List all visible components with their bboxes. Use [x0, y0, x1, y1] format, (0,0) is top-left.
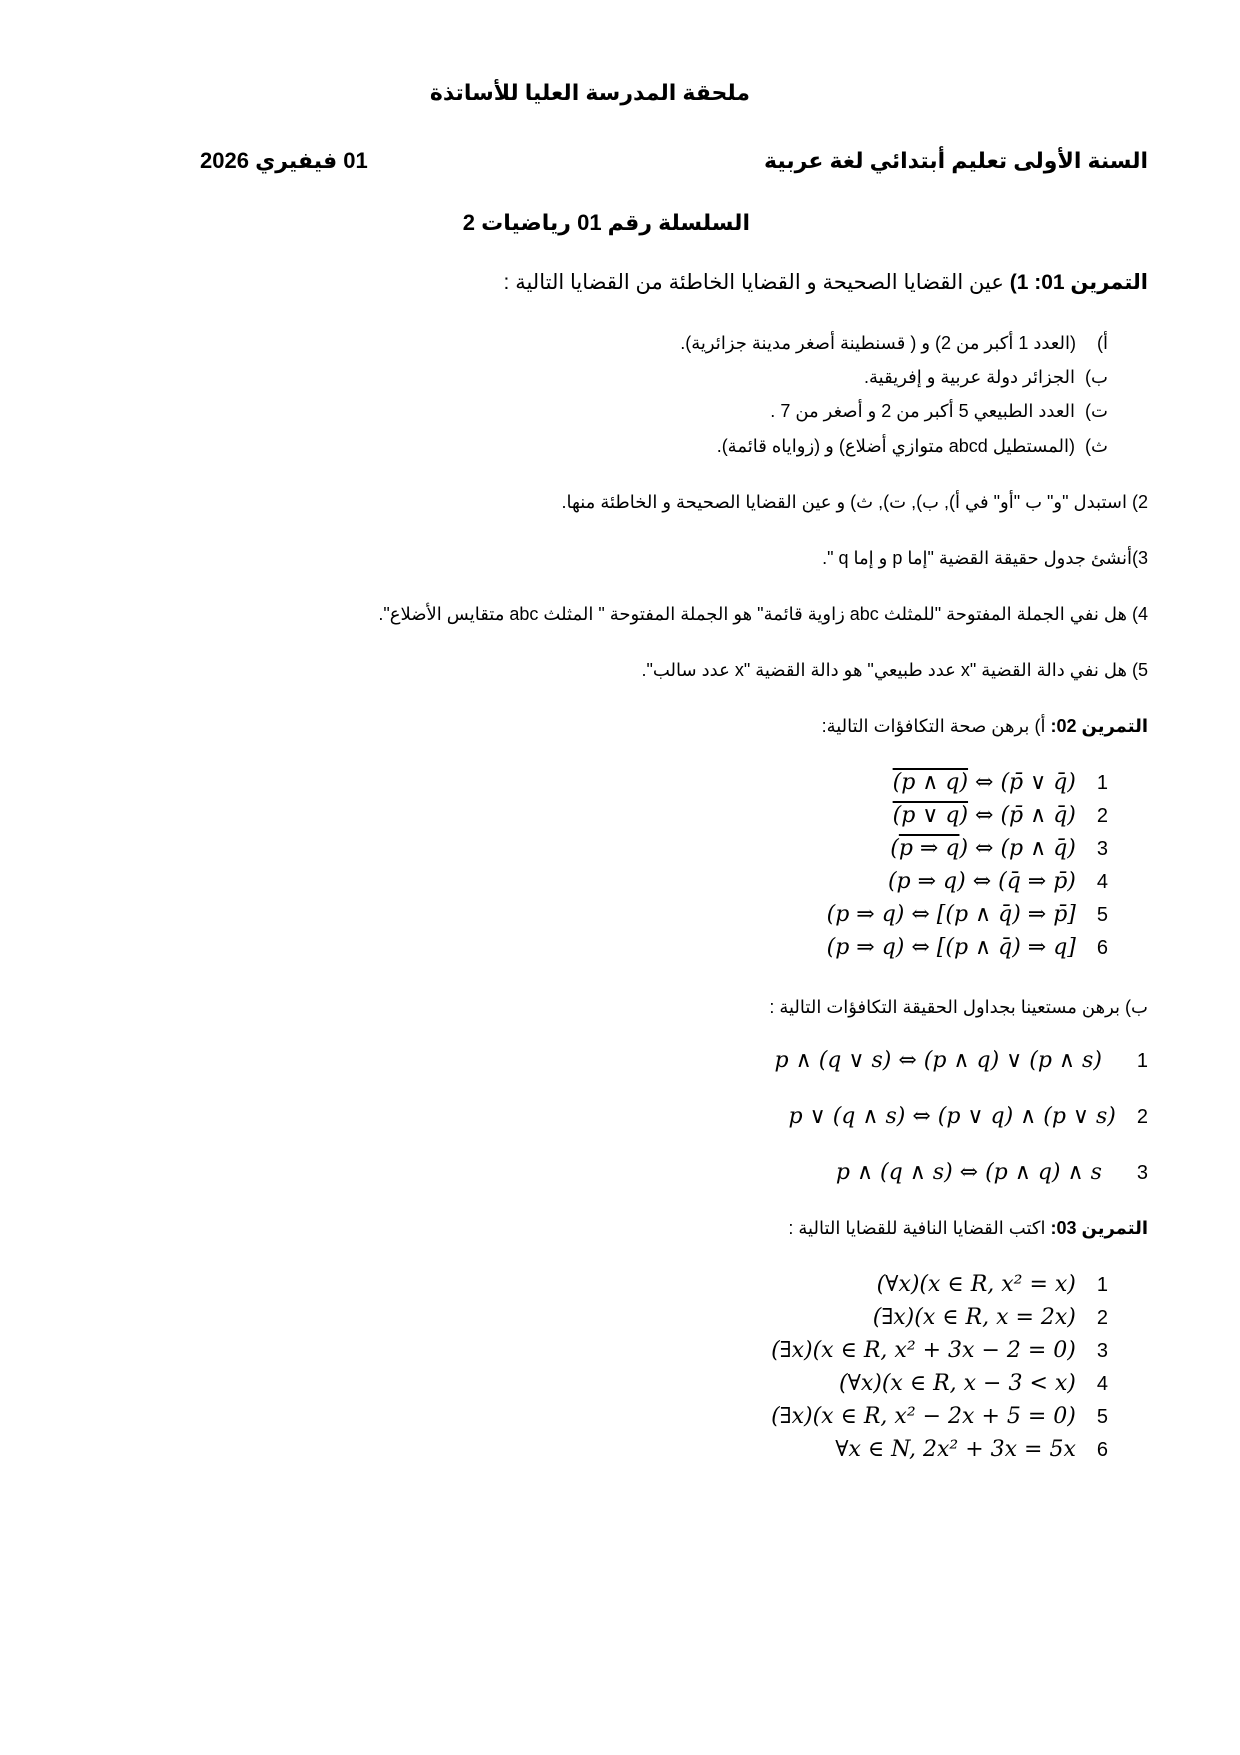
- series-title: السلسلة رقم 01 رياضيات 2: [462, 210, 750, 235]
- ex3-prompt: اكتب القضايا النافية للقضايا التالية :: [788, 1218, 1046, 1238]
- expr-rest: (p ⇒ q) ⇔ [(p ∧ q̄) ⇒ p̄]: [826, 902, 1076, 927]
- item-number: 5: [1096, 1406, 1108, 1428]
- ex1-item: [770, 401, 1108, 422]
- item-text: (المستطيل abcd متوازي أضلاع) و (زواياه قائمة).: [716, 436, 1076, 456]
- negation-item: [877, 1272, 1108, 1297]
- expr-rest: (p ⇒ q) ⇔ (q̄ ⇒ p̄): [887, 869, 1076, 894]
- truth-table-item: [836, 1160, 1148, 1185]
- item-number: 3: [1096, 838, 1108, 860]
- expr: p ∧ (q ∨ s) ⇔ (p ∧ q) ∨ (p ∧ s): [774, 1048, 1102, 1073]
- expr: (∃x)(x ∈ R, x² − 2x + 5 = 0): [771, 1404, 1076, 1429]
- item-number: 6: [1096, 937, 1108, 959]
- level-title: السنة الأولى تعليم أبتدائي لغة عربية: [764, 148, 1148, 173]
- expr: (∀x)(x ∈ R, x − 3 < x): [838, 1371, 1076, 1396]
- item-number: 6: [1096, 1439, 1108, 1461]
- item-text: العدد الطبيعي 5 أكبر من 2 و أصغر من 7 .: [770, 401, 1076, 421]
- item-number: 2: [1096, 805, 1108, 827]
- item-number: 2: [1096, 1307, 1108, 1329]
- item-number: 1: [1096, 1274, 1108, 1296]
- negated-expr: p ⇒ q: [898, 836, 960, 861]
- item-marker: ت): [1085, 401, 1108, 421]
- item-number: 3: [1096, 1340, 1108, 1362]
- ex1-heading: [504, 270, 1148, 295]
- ex1-q3: 3)أنشئ جدول حقيقة القضية "إما p و إما q ".: [822, 548, 1148, 568]
- expr-rest: (p ⇒ q) ⇔ [(p ∧ q̄) ⇒ q]: [826, 935, 1076, 960]
- truth-table-item: [789, 1104, 1148, 1129]
- negation-item: [771, 1338, 1108, 1363]
- item-number: 1: [1136, 1050, 1148, 1072]
- item-marker: ب): [1085, 367, 1108, 387]
- ex3-heading: [788, 1218, 1148, 1239]
- truth-table-item: [775, 1048, 1148, 1073]
- ex3-label: التمرين 03:: [1050, 1218, 1148, 1238]
- expr: p ∨ (q ∧ s) ⇔ (p ∨ q) ∧ (p ∨ s): [788, 1104, 1116, 1129]
- equivalence-item: [888, 869, 1108, 894]
- item-marker: أ): [1097, 333, 1108, 353]
- item-number: 4: [1096, 871, 1108, 893]
- negation-item: [771, 1404, 1108, 1429]
- expr-rest: ⇔ (p̄ ∧ q̄): [968, 803, 1076, 828]
- equivalence-item: [890, 836, 1108, 861]
- equivalence-item: [893, 770, 1108, 795]
- expr: ∀x ∈ N, 2x² + 3x = 5x: [835, 1437, 1076, 1462]
- expr-rest: ⇔ (p ∧ q̄): [968, 836, 1076, 861]
- negation-item: [839, 1371, 1108, 1396]
- ex1-item: [717, 436, 1108, 457]
- item-text: (العدد 1 أكبر من 2) و ( قسنطينة أصغر مدينة جزائرية).: [680, 333, 1076, 353]
- equivalence-item: [893, 803, 1108, 828]
- expr: p ∧ (q ∧ s) ⇔ (p ∧ q) ∧ s: [835, 1160, 1102, 1185]
- expr-pre: (: [890, 836, 899, 861]
- ex1-prompt: عين القضايا الصحيحة و القضايا الخاطئة من القضايا التالية :: [503, 271, 1004, 294]
- equivalence-item: [827, 935, 1108, 960]
- expr: (∃x)(x ∈ R, x = 2x): [872, 1305, 1076, 1330]
- item-number: 5: [1096, 904, 1108, 926]
- ex1-q5: 5) هل نفي دالة القضية "x عدد طبيعي" هو دالة القضية "x عدد سالب".: [641, 660, 1148, 680]
- equivalence-item: [827, 902, 1108, 927]
- ex1-label: التمرين 01: 1): [1009, 271, 1148, 294]
- item-number: 1: [1096, 772, 1108, 794]
- expr: (∀x)(x ∈ R, x² = x): [876, 1272, 1076, 1297]
- negation-item: [835, 1437, 1108, 1462]
- negated-expr: (p ∨ q): [892, 803, 969, 828]
- negation-item: [873, 1305, 1108, 1330]
- ex2-heading: [822, 716, 1148, 737]
- institution-title: ملحقة المدرسة العليا للأساتذة: [429, 80, 750, 105]
- item-number: 4: [1096, 1373, 1108, 1395]
- date: 01 فيفيري 2026: [200, 148, 368, 173]
- item-number: 2: [1136, 1106, 1148, 1128]
- expr-post: ): [959, 836, 969, 861]
- ex2-label: التمرين 02:: [1050, 716, 1148, 736]
- item-number: 3: [1136, 1162, 1148, 1184]
- ex1-q2: 2) استبدل "و" ب "أو" في أ), ب), ت), ث) و عين القضايا الصحيحة و الخاطئة منها.: [561, 492, 1148, 512]
- expr: (∃x)(x ∈ R, x² + 3x − 2 = 0): [771, 1338, 1076, 1363]
- ex2-part-a: أ) برهن صحة التكافؤات التالية:: [821, 716, 1046, 736]
- ex2-part-b: ب) برهن مستعينا بجداول الحقيقة التكافؤات التالية :: [769, 997, 1148, 1017]
- ex1-q4: 4) هل نفي الجملة المفتوحة "للمثلث abc زاوية قائمة" هو الجملة المفتوحة " المثلث abc متقايس الأضلاع".: [378, 604, 1148, 624]
- item-marker: ث): [1085, 436, 1108, 456]
- expr-rest: ⇔ (p̄ ∨ q̄): [968, 770, 1076, 795]
- ex1-item: [864, 367, 1108, 388]
- item-text: الجزائر دولة عربية و إفريقية.: [864, 367, 1076, 387]
- negated-expr: (p ∧ q): [892, 770, 969, 795]
- ex1-item: [680, 333, 1108, 354]
